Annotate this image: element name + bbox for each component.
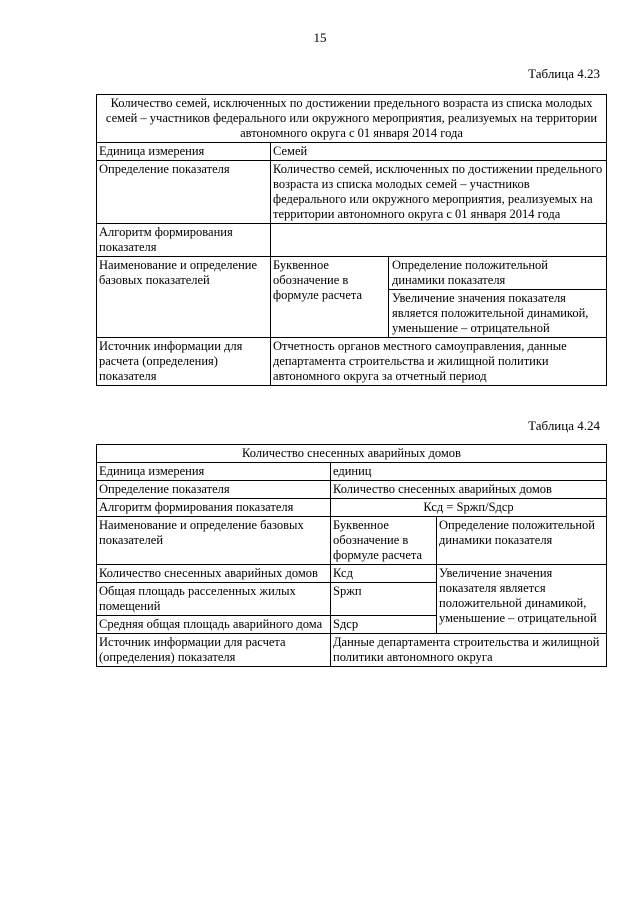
source-label: Источник информации для расчета (определения) показателя (97, 634, 331, 667)
base-indicators-label: Наименование и определение базовых показателей (97, 517, 331, 565)
unit-label: Единица измерения (97, 463, 331, 481)
dynamics-label: Определение положительной динамики показателя (437, 517, 607, 565)
unit-label: Единица измерения (97, 143, 271, 161)
algorithm-label: Алгоритм формирования показателя (97, 224, 271, 257)
dynamics-value: Увеличение значения показателя является положительной динамикой, уменьшение – отрицательной (389, 289, 606, 337)
table-4-23 (96, 94, 607, 386)
dynamics-value: Увеличение значения показателя является положительной динамикой, уменьшение – отрицательной (437, 565, 607, 634)
base-item-name: Средняя общая площадь аварийного дома (97, 616, 331, 634)
table-4-23-title: Количество семей, исключенных по достижении предельного возраста из списка молодых семей – участников федерального или окружного мероприятия, реализуемых на территории автономного округа с 01 января 2014 года (97, 95, 607, 143)
unit-value: Семей (271, 143, 607, 161)
definition-value: Количество семей, исключенных по достижении предельного возраста из списка молодых семей – участников федерального или окружного мероприятия, реализуемых на территории автономного округа с 01 января 2014 года (271, 161, 607, 224)
base-item-symbol: Ксд (331, 565, 437, 583)
algorithm-value (271, 224, 607, 257)
page-number: 15 (313, 30, 327, 45)
base-indicators-label: Наименование и определение базовых показателей (97, 257, 271, 338)
definition-value: Количество снесенных аварийных домов (331, 481, 607, 499)
letter-designation-label: Буквенное обозначение в формуле расчета (271, 257, 389, 338)
unit-value: единиц (331, 463, 607, 481)
algorithm-formula: Ксд = Sржп/Sдср (331, 499, 607, 517)
base-item-name: Общая площадь расселенных жилых помещений (97, 583, 331, 616)
base-item-symbol: Sдср (331, 616, 437, 634)
base-item-symbol: Sржп (331, 583, 437, 616)
definition-label: Определение показателя (97, 161, 271, 224)
table-4-24-label: Таблица 4.24 (528, 418, 600, 433)
source-value: Отчетность органов местного самоуправления, данные департамента строительства и жилищной политики автономного округа за отчетный период (271, 338, 607, 386)
algorithm-label: Алгоритм формирования показателя (97, 499, 331, 517)
table-4-24 (96, 444, 607, 667)
definition-label: Определение показателя (97, 481, 331, 499)
dynamics-label: Определение положительной динамики показателя (392, 258, 548, 287)
dynamics-cell (389, 257, 607, 338)
source-label: Источник информации для расчета (определения) показателя (97, 338, 271, 386)
letter-designation-label: Буквенное обозначение в формуле расчета (331, 517, 437, 565)
table-4-24-title: Количество снесенных аварийных домов (97, 445, 607, 463)
source-value: Данные департамента строительства и жилищной политики автономного округа (331, 634, 607, 667)
table-4-23-label: Таблица 4.23 (528, 66, 600, 81)
base-item-name: Количество снесенных аварийных домов (97, 565, 331, 583)
